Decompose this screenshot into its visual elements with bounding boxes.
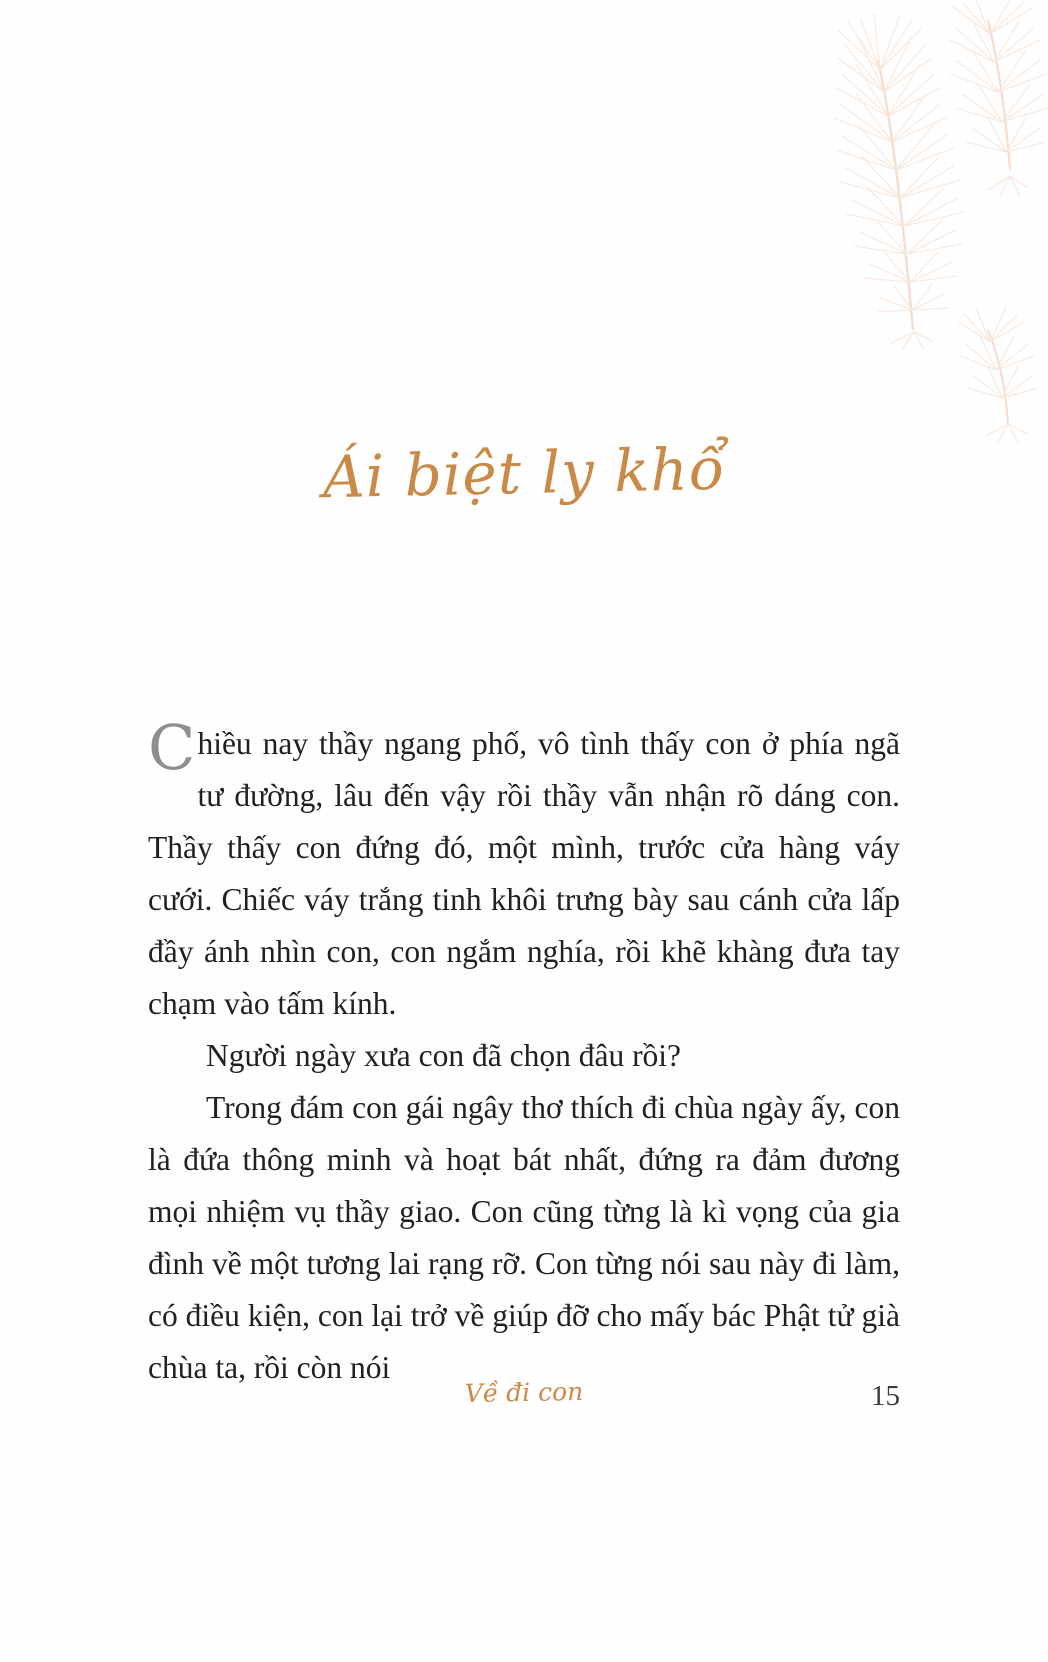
paragraph-2: Người ngày xưa con đã chọn đâu rồi? (206, 1038, 682, 1073)
paragraph-3: Trong đám con gái ngây thơ thích đi chùa ngày ấy, con là đứa thông minh và hoạt bát nhất, đứng ra đảm đương mọi nhiệm vụ thầy giao. Con cũng từng là kì vọng của gia đình về một tương lai rạng rỡ. Con từng nói sau này đi làm, có điều kiện, con lại trở về giúp đỡ cho mấy bác Phật tử già chùa ta, rồi còn nói (148, 1090, 900, 1385)
page-number: 15 (871, 1380, 900, 1412)
paragraph-1 (148, 711, 900, 1030)
footer-book-title: Về đi con (464, 1376, 584, 1409)
paragraph-1-text: hiều nay thầy ngang phố, vô tình thấy con ở phía ngã tư đường, lâu đến vậy rồi thầy vẫn nhận rõ dáng con. Thầy thấy con đứng đó, một mình, trước cửa hàng váy cưới. Chiếc váy trắng tinh khôi trưng bày sau cánh cửa lấp đầy ánh nhìn con, con ngắm nghía, rồi khẽ khàng đưa tay chạm vào tấm kính. (148, 726, 900, 1021)
body-text (148, 711, 900, 1394)
page-footer (148, 1378, 900, 1418)
pine-branch-ornament (688, 0, 1048, 470)
drop-cap: C (148, 711, 196, 784)
chapter-title: Ái biệt ly khổ (322, 434, 726, 512)
